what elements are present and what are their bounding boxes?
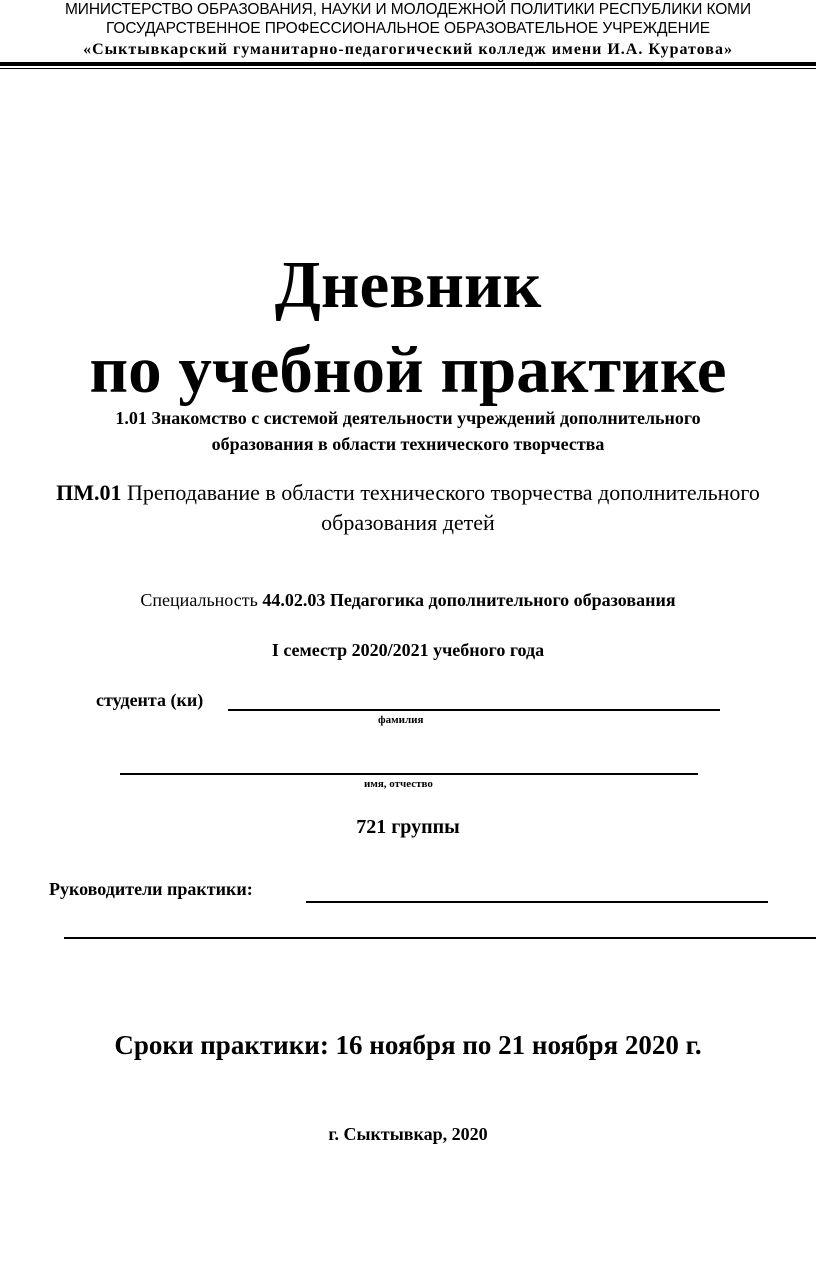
professional-module-line2: образования детей — [321, 510, 495, 535]
specialty-label: Специальность — [140, 590, 263, 610]
document-title-line2: по учебной практике — [89, 333, 727, 407]
leaders-line[interactable] — [306, 901, 768, 903]
college-name-header: «Сыктывкарский гуманитарно-педагогический колледж имени И.А. Куратова» — [83, 41, 733, 58]
student-label: студента (ки) — [96, 690, 204, 710]
specialty — [0, 590, 816, 611]
specialty-value: 44.02.03 Педагогика дополнительного образования — [262, 590, 676, 610]
module-title: Преподавание в области технического творчества дополнительного — [121, 480, 760, 505]
group-number: 721 группы — [356, 816, 460, 838]
semester: I семестр 2020/2021 учебного года — [271, 640, 545, 660]
document-title: Дневник — [274, 248, 542, 322]
name-caption: имя, отчество — [364, 778, 433, 790]
module-code: ПМ.01 — [56, 480, 122, 505]
professional-module — [0, 480, 816, 506]
practice-period: Сроки практики: 16 ноября по 21 ноября 2020 г. — [114, 1030, 702, 1060]
institution-type-header: ГОСУДАРСТВЕННОЕ ПРОФЕССИОНАЛЬНОЕ ОБРАЗОВАТЕЛЬНОЕ УЧРЕЖДЕНИЕ — [105, 20, 711, 37]
surname-line[interactable] — [228, 709, 720, 711]
header-rule-thin — [0, 68, 816, 69]
practice-topic-line2: образования в области технического творчества — [211, 434, 605, 454]
name-line[interactable] — [120, 773, 698, 775]
header-rule-thick — [0, 62, 816, 66]
leaders-label: Руководители практики: — [49, 879, 253, 899]
practice-topic: 1.01 Знакомство с системой деятельности учреждений дополнительного — [115, 408, 701, 428]
city-year: г. Сыктывкар, 2020 — [328, 1124, 488, 1144]
surname-caption: фамилия — [378, 714, 424, 726]
ministry-header: МИНИСТЕРСТВО ОБРАЗОВАНИЯ, НАУКИ И МОЛОДЕЖНОЙ ПОЛИТИКИ РЕСПУБЛИКИ КОМИ — [64, 1, 752, 18]
leaders-line-2[interactable] — [64, 937, 816, 939]
